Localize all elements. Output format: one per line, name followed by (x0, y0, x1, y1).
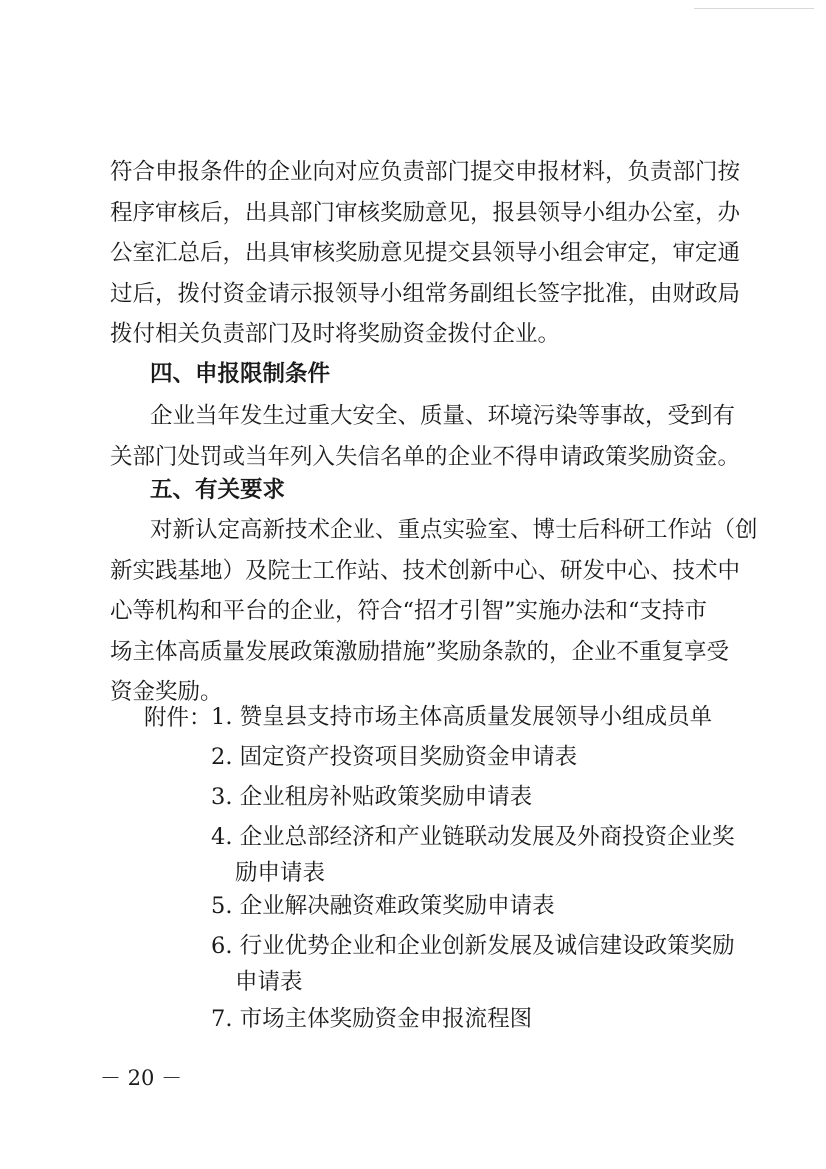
text-line: 过后，拨付资金请示报领导小组常务副组长签字批准，由财政局 (110, 280, 741, 307)
paragraph-requirements (110, 510, 758, 713)
text-line: 新实践基地）及院士工作站、技术创新中心、研发中心、技术中 (110, 557, 741, 584)
text-line: 公室汇总后，出具审核奖励意见提交县领导小组会审定，审定通 (110, 240, 741, 267)
text-line: 心等机构和平台的企业，符合“招才引智”实施办法和“支持市 (110, 598, 708, 625)
text-line: 符合申报条件的企业向对应负责部门提交申报材料，负责部门按 (110, 159, 741, 185)
attachment-item-3: 3. 企业租房补贴政策奖励申请表 (211, 784, 533, 810)
text-line: 企业当年发生过重大安全、质量、环境污染等事故，受到有 (150, 403, 736, 429)
section-heading-5: 五、有关要求 (150, 477, 286, 503)
paragraph-application-process (110, 152, 741, 355)
text-line: 场主体高质量发展政策激励措施”奖励条款的，企业不重复享受 (110, 638, 730, 665)
attachment-item-2: 2. 固定资产投资项目奖励资金申请表 (211, 744, 578, 770)
attachment-item-4-cont: 励申请表 (235, 860, 326, 886)
attachments-label: 附件： (144, 705, 212, 731)
scan-edge-line (694, 8, 814, 9)
attachment-item-1: 1. 赞皇县支持市场主体高质量发展领导小组成员单 (211, 704, 713, 730)
attachment-item-6-cont: 申请表 (235, 969, 303, 995)
section-heading-4: 四、申报限制条件 (150, 361, 331, 387)
page-number: － 20 － (100, 1066, 183, 1090)
text-line: 关部门处罚或当年列入失信名单的企业不得申请政策奖励资金。 (110, 443, 741, 470)
attachment-item-7: 7. 市场主体奖励资金申报流程图 (211, 1006, 533, 1032)
attachment-item-6: 6. 行业优势企业和企业创新发展及诚信建设政策奖励 (211, 933, 735, 959)
attachment-item-5: 5. 企业解决融资难政策奖励申请表 (211, 893, 555, 919)
text-line: 程序审核后，出具部门审核奖励意见，报县领导小组办公室，办 (110, 199, 741, 226)
attachment-item-4: 4. 企业总部经济和产业链联动发展及外商投资企业奖 (211, 824, 735, 850)
paragraph-restrictions (110, 396, 741, 477)
text-line: 资金奖励。 (110, 679, 223, 706)
text-line: 对新认定高新技术企业、重点实验室、博士后科研工作站（创 (150, 517, 758, 543)
text-line: 拨付相关负责部门及时将奖励资金拨付企业。 (110, 321, 561, 348)
